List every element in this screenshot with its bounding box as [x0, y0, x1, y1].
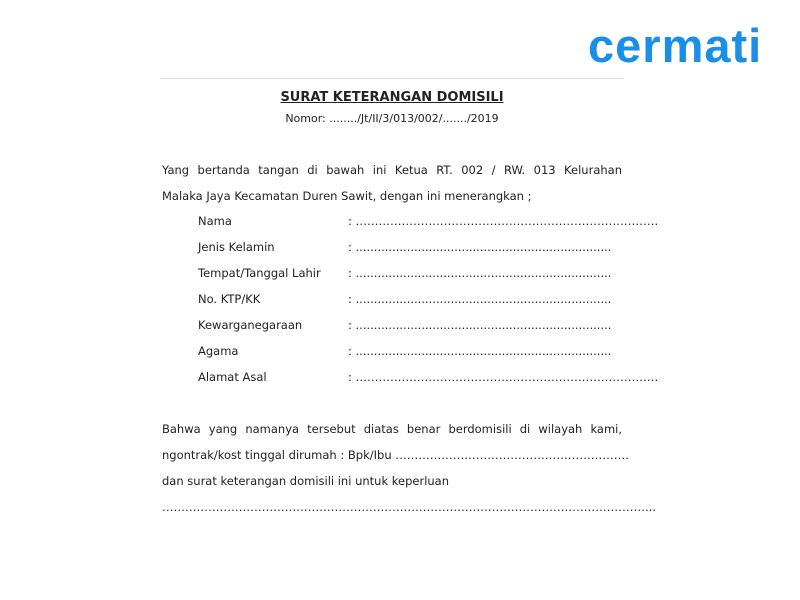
intro-paragraph	[162, 157, 622, 209]
closing-line-3: dan surat keterangan domisili ini untuk keperluan	[162, 474, 450, 488]
field-row-alamat-asal	[198, 364, 659, 390]
closing-line-1: Bahwa yang namanya tersebut diatas benar berdomisili di wilayah kami,	[162, 422, 622, 436]
field-row-no-ktp-kk	[198, 286, 628, 312]
field-blank: : ......................................................................	[348, 292, 612, 306]
closing-line-4: ………………………………………………………………………………………………………………...	[162, 500, 656, 514]
field-blank: : ......................................................................	[348, 318, 612, 332]
field-blank: : …………………………………………………………………….	[348, 370, 659, 384]
field-label: Nama	[198, 214, 232, 228]
field-blank: : …………………………………………………………………….	[348, 214, 659, 228]
letter-title: SURAT KETERANGAN DOMISILI	[280, 90, 504, 105]
field-label: Kewarganegaraan	[198, 318, 303, 332]
letter-number: Nomor: ......../Jt/II/3/013/002/......./2019	[285, 112, 499, 125]
field-label: No. KTP/KK	[198, 292, 261, 306]
field-row-agama	[198, 338, 628, 364]
field-label: Alamat Asal	[198, 370, 267, 384]
top-divider	[160, 78, 624, 79]
closing-line-2: ngontrak/kost tinggal dirumah : Bpk/Ibu …………………………………………………….	[162, 448, 629, 462]
field-list	[198, 208, 659, 390]
field-label: Tempat/Tanggal Lahir	[198, 266, 321, 280]
field-blank: : ......................................................................	[348, 266, 612, 280]
field-label: Jenis Kelamin	[198, 240, 275, 254]
field-blank: : ......................................................................	[348, 344, 612, 358]
field-row-jenis-kelamin	[198, 234, 628, 260]
field-label: Agama	[198, 344, 239, 358]
intro-line-2: Malaka Jaya Kecamatan Duren Sawit, dengan ini menerangkan ;	[162, 189, 532, 203]
closing-paragraph	[162, 416, 656, 520]
field-row-tempat-tanggal-lahir	[198, 260, 628, 286]
field-blank: : ......................................................................	[348, 240, 612, 254]
field-row-kewarganegaraan	[198, 312, 628, 338]
cermati-logo: cermati	[588, 19, 763, 72]
intro-line-1: Yang bertanda tangan di bawah ini Ketua RT. 002 / RW. 013 Kelurahan	[162, 163, 622, 177]
field-row-nama	[198, 208, 659, 234]
